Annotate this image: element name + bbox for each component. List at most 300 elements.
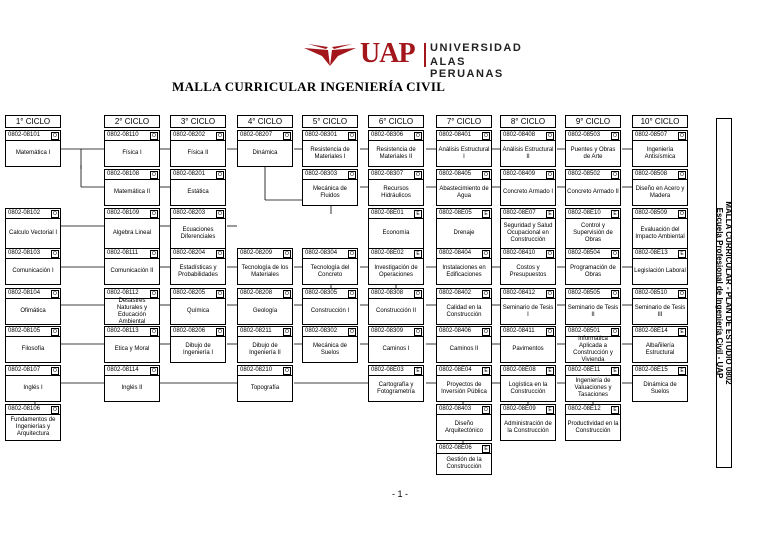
course-name: Cartografía y Fotogrametría — [377, 381, 415, 395]
course-card — [436, 248, 492, 285]
course-code — [633, 366, 687, 376]
course-code-text: 0802-08E15 — [635, 367, 668, 373]
course-card — [368, 130, 424, 167]
course-code — [238, 249, 292, 259]
course-code — [105, 170, 159, 180]
course-code-text: 0802-08207 — [240, 132, 273, 138]
course-type-tag: O — [150, 290, 158, 298]
course-code — [105, 249, 159, 259]
course-card — [565, 365, 621, 402]
course-code — [303, 131, 357, 141]
course-name: Drenaje — [453, 230, 475, 236]
course-code-text: 0802-08504 — [568, 250, 601, 256]
course-code-text: 0802-08E10 — [568, 210, 601, 216]
course-code — [566, 209, 620, 219]
course-code — [171, 249, 225, 259]
course-name: Fundamentos de Ingenierías y Arquitectura — [10, 417, 56, 437]
course-code — [437, 289, 491, 299]
course-type-tag: O — [216, 328, 224, 336]
course-code-text: 0802-08E14 — [635, 328, 668, 334]
course-card — [104, 169, 160, 206]
course-code-text: 0802-08E01 — [371, 210, 404, 216]
course-name: Análisis Estructural II — [502, 146, 554, 160]
course-card — [5, 248, 61, 285]
course-code-text: 0802-08302 — [305, 328, 338, 334]
course-type-tag: O — [51, 132, 59, 140]
course-card — [302, 288, 358, 325]
course-card — [302, 130, 358, 167]
course-code-text: 0802-08402 — [439, 290, 472, 296]
course-code — [105, 289, 159, 299]
course-type-tag: E — [546, 367, 554, 375]
course-code-text: 0802-08209 — [240, 250, 273, 256]
course-type-tag: E — [611, 210, 619, 218]
course-code-text: 0802-08305 — [305, 290, 338, 296]
course-card — [436, 130, 492, 167]
course-code — [369, 366, 423, 376]
course-name: Seminario de Tesis I — [502, 304, 554, 318]
course-code-text: 0802-08412 — [503, 290, 536, 296]
course-code — [238, 327, 292, 337]
course-code-text: 0802-08201 — [173, 171, 206, 177]
course-type-tag: O — [216, 171, 224, 179]
course-card — [500, 326, 556, 363]
cycle-header: 1° CICLO — [5, 115, 61, 128]
course-card — [302, 248, 358, 285]
course-card — [368, 169, 424, 206]
course-name: Informática Aplicada a Construcción y Vivienda — [573, 335, 613, 363]
course-type-tag: O — [216, 290, 224, 298]
course-code — [633, 131, 687, 141]
course-code — [437, 170, 491, 180]
course-code — [633, 327, 687, 337]
course-name: Química — [186, 308, 210, 314]
course-code — [437, 444, 491, 454]
course-name: Dinámica de Suelos — [643, 381, 677, 395]
course-card — [104, 208, 160, 249]
course-name: Seguridad y Salud Ocupacional en Construcción — [503, 223, 553, 243]
course-card — [565, 326, 621, 363]
course-code-text: 0802-08505 — [568, 290, 601, 296]
course-type-tag: O — [414, 132, 422, 140]
course-name: Programación de Obras — [570, 264, 616, 278]
course-card — [436, 365, 492, 402]
course-code-text: 0802-08202 — [173, 132, 206, 138]
course-card — [302, 326, 358, 363]
course-type-tag: E — [414, 250, 422, 258]
course-code — [437, 327, 491, 337]
course-card — [436, 208, 492, 249]
course-type-tag: O — [150, 210, 158, 218]
course-name: Ingeniería Antisísmica — [644, 146, 676, 160]
course-code-text: 0802-08501 — [568, 328, 601, 334]
side-title-line2: Escuela Profesional de Ingeniería Civil - UAP — [715, 207, 724, 379]
course-card — [500, 365, 556, 402]
course-type-tag: O — [348, 290, 356, 298]
course-name: Resistencia de Materiales I — [310, 146, 350, 160]
course-type-tag: O — [348, 250, 356, 258]
course-name: Estadísticas y Probabilidades — [178, 264, 218, 278]
course-type-tag: O — [482, 171, 490, 179]
course-code-text: 0802-08E12 — [568, 406, 601, 412]
course-type-tag: O — [414, 171, 422, 179]
course-type-tag: O — [678, 171, 686, 179]
course-type-tag: O — [482, 290, 490, 298]
course-name: Proyectos de Inversión Pública — [441, 381, 487, 395]
course-card — [5, 404, 61, 441]
course-type-tag: O — [348, 171, 356, 179]
course-code — [501, 405, 555, 415]
course-card — [565, 208, 621, 249]
course-name: Resistencia de Materiales II — [376, 146, 416, 160]
course-name: Construcción II — [375, 308, 417, 314]
course-name: Recursos Hidráulicos — [381, 185, 411, 199]
course-type-tag: O — [283, 250, 291, 258]
cycle-header: 6° CICLO — [368, 115, 424, 128]
cycle-header: 8° CICLO — [500, 115, 556, 128]
course-code — [105, 131, 159, 141]
course-type-tag: O — [678, 210, 686, 218]
course-name: Topografía — [250, 385, 280, 391]
course-code-text: 0802-08510 — [635, 290, 668, 296]
course-type-tag: O — [216, 250, 224, 258]
course-code-text: 0802-08E03 — [371, 367, 404, 373]
course-code — [171, 131, 225, 141]
course-card — [170, 169, 226, 206]
course-code — [303, 170, 357, 180]
course-type-tag: E — [482, 445, 490, 453]
course-card — [237, 288, 293, 325]
course-card — [5, 326, 61, 363]
course-code-text: 0802-08205 — [173, 290, 206, 296]
course-code-text: 0802-08111 — [107, 250, 139, 256]
course-code — [566, 327, 620, 337]
course-name: Administración de la Construcción — [504, 420, 552, 434]
course-type-tag: O — [546, 250, 554, 258]
course-type-tag: E — [546, 210, 554, 218]
course-type-tag: O — [51, 367, 59, 375]
course-card — [170, 326, 226, 363]
course-code-text: 0802-08101 — [8, 132, 41, 138]
course-code-text: 0802-08411 — [503, 328, 535, 334]
course-name: Comunicación I — [12, 268, 54, 274]
course-code — [501, 170, 555, 180]
course-code — [369, 249, 423, 259]
course-name: Tecnología del Concreto — [310, 264, 350, 278]
course-type-tag: O — [51, 290, 59, 298]
course-code-text: 0802-08110 — [107, 132, 139, 138]
course-code — [238, 289, 292, 299]
course-name: Ofimática — [20, 308, 46, 314]
course-card — [500, 130, 556, 167]
course-code-text: 0802-08406 — [439, 328, 472, 334]
course-card — [104, 130, 160, 167]
course-code — [369, 327, 423, 337]
course-card — [500, 208, 556, 249]
course-card — [170, 288, 226, 325]
course-code — [437, 131, 491, 141]
course-code — [566, 405, 620, 415]
course-card — [565, 248, 621, 285]
course-type-tag: E — [678, 328, 686, 336]
course-name: Ingeniería de Valuaciones y Tasaciones — [574, 378, 612, 398]
course-code-text: 0802-08E09 — [503, 406, 536, 412]
course-code-text: 0802-08405 — [439, 171, 472, 177]
course-card — [5, 130, 61, 167]
course-type-tag: E — [414, 210, 422, 218]
course-code — [437, 405, 491, 415]
course-type-tag: O — [482, 250, 490, 258]
course-code — [369, 209, 423, 219]
cycle-header: 3° CICLO — [170, 115, 226, 128]
course-type-tag: O — [611, 171, 619, 179]
course-type-tag: O — [283, 290, 291, 298]
course-type-tag: O — [283, 367, 291, 375]
cycle-header: 4° CICLO — [237, 115, 293, 128]
course-code-text: 0802-08507 — [635, 132, 668, 138]
course-name: Filosofía — [21, 346, 45, 352]
course-card — [104, 288, 160, 325]
course-card — [237, 248, 293, 285]
course-name: Dibujo de Ingeniería I — [182, 342, 214, 356]
course-card — [632, 365, 688, 402]
course-name: Diseño en Acero y Madera — [635, 185, 685, 199]
course-name: Concreto Armado II — [567, 189, 619, 195]
course-name: Costos y Presupuestos — [509, 264, 547, 278]
course-card — [170, 130, 226, 167]
course-name: Mecánica de Fluidos — [312, 185, 348, 199]
course-type-tag: E — [678, 367, 686, 375]
course-card — [170, 248, 226, 285]
course-code — [369, 131, 423, 141]
course-code — [171, 170, 225, 180]
course-code-text: 0802-08114 — [107, 367, 139, 373]
course-type-tag: O — [348, 132, 356, 140]
course-name: Caminos II — [449, 346, 479, 352]
course-type-tag: O — [482, 406, 490, 414]
course-card — [368, 326, 424, 363]
course-code — [501, 131, 555, 141]
course-code — [566, 289, 620, 299]
course-card — [500, 288, 556, 325]
course-code-text: 0802-08E06 — [439, 445, 472, 451]
course-name: Calculo Vectorial I — [8, 230, 58, 236]
course-code-text: 0802-08210 — [240, 367, 273, 373]
course-code-text: 0802-08203 — [173, 210, 206, 216]
course-code — [6, 289, 60, 299]
course-card — [170, 208, 226, 249]
course-code-text: 0802-08509 — [635, 210, 668, 216]
course-card — [436, 404, 492, 441]
course-code-text: 0802-08502 — [568, 171, 601, 177]
side-title-box — [716, 118, 732, 468]
course-code — [566, 249, 620, 259]
course-code-text: 0802-08E11 — [568, 367, 601, 373]
course-card — [104, 365, 160, 402]
course-card — [104, 248, 160, 285]
cycle-header: 5° CICLO — [302, 115, 358, 128]
course-code — [501, 209, 555, 219]
course-code-text: 0802-08403 — [439, 406, 472, 412]
course-name: Inglés II — [121, 385, 143, 391]
course-code-text: 0802-08113 — [107, 328, 139, 334]
course-code — [501, 289, 555, 299]
course-type-tag: O — [546, 132, 554, 140]
course-card — [500, 169, 556, 206]
course-code-text: 0802-08306 — [371, 132, 404, 138]
course-type-tag: E — [611, 367, 619, 375]
course-type-tag: O — [414, 328, 422, 336]
course-card — [565, 169, 621, 206]
course-name: Ecuaciones Diferenciales — [180, 226, 216, 240]
course-code-text: 0802-08E04 — [439, 367, 472, 373]
course-code-text: 0802-08E08 — [503, 367, 536, 373]
course-name: Matemática II — [113, 189, 150, 195]
cycle-header: 2° CICLO — [104, 115, 160, 128]
course-type-tag: O — [150, 328, 158, 336]
course-code-text: 0802-08104 — [8, 290, 41, 296]
course-card — [104, 326, 160, 363]
logo-name-line2: ALAS PERUANAS — [430, 56, 504, 80]
course-name: Gestión de la Construcción — [446, 457, 482, 470]
course-name: Matemática I — [15, 150, 51, 156]
course-code-text: 0802-08404 — [439, 250, 472, 256]
course-card — [632, 326, 688, 363]
course-card — [436, 326, 492, 363]
course-type-tag: O — [216, 210, 224, 218]
course-code-text: 0802-08E02 — [371, 250, 404, 256]
course-card — [5, 288, 61, 325]
side-title-line1: MALLA CURRICULAR - PLAN DE ESTUDIO 0802 — [724, 201, 733, 385]
course-code — [369, 170, 423, 180]
page-title: MALLA CURRICULAR INGENIERÍA CIVIL — [172, 79, 446, 94]
course-type-tag: O — [150, 250, 158, 258]
course-code-text: 0802-08107 — [8, 367, 41, 373]
course-name: Geología — [252, 308, 278, 314]
course-code — [501, 249, 555, 259]
course-code-text: 0802-08211 — [240, 328, 272, 334]
course-name: Productividad en la Construcción — [567, 420, 619, 434]
course-name: Logística en la Construcción — [508, 381, 548, 395]
course-type-tag: E — [546, 406, 554, 414]
course-card — [237, 365, 293, 402]
course-card — [565, 404, 621, 441]
course-code-text: 0802-08108 — [107, 171, 140, 177]
course-type-tag: O — [150, 171, 158, 179]
course-code-text: 0802-08105 — [8, 328, 41, 334]
course-card — [565, 288, 621, 325]
course-code — [6, 249, 60, 259]
course-code-text: 0802-08E05 — [439, 210, 472, 216]
logo-acronym: UAP — [360, 38, 415, 69]
course-name: Seminario de Tesis II — [567, 304, 619, 318]
course-code — [369, 289, 423, 299]
course-code — [238, 131, 292, 141]
course-name: Legislación Laboral — [634, 268, 686, 274]
course-code — [6, 209, 60, 219]
course-name: Dibujo de Ingeniería II — [249, 342, 281, 356]
course-code — [633, 289, 687, 299]
course-code — [303, 327, 357, 337]
course-card — [237, 326, 293, 363]
course-code — [105, 366, 159, 376]
course-code-text: 0802-08206 — [173, 328, 206, 334]
course-code-text: 0802-08401 — [439, 132, 472, 138]
course-name: Desastres Naturales y Educación Ambiental — [116, 297, 148, 325]
course-type-tag: E — [482, 367, 490, 375]
course-code-text: 0802-08109 — [107, 210, 140, 216]
course-type-tag: O — [482, 328, 490, 336]
course-type-tag: E — [482, 210, 490, 218]
course-name: Dinámica — [252, 150, 278, 156]
cycle-header: 10° CICLO — [632, 115, 688, 128]
course-card — [436, 169, 492, 206]
course-code-text: 0802-08409 — [503, 171, 536, 177]
course-card — [5, 365, 61, 402]
course-code-text: 0802-08410 — [503, 250, 536, 256]
course-card — [436, 288, 492, 325]
course-code — [6, 327, 60, 337]
course-name: Física I — [122, 150, 142, 156]
course-code — [6, 131, 60, 141]
course-name: Albañilería Estructural — [645, 342, 675, 356]
course-name: Abastecimiento de Agua — [439, 185, 489, 199]
course-type-tag: O — [611, 328, 619, 336]
course-name: Tecnología de los Materiales — [241, 264, 289, 278]
course-name: Calidad en la Construcción — [446, 304, 482, 318]
course-type-tag: O — [150, 132, 158, 140]
course-code-text: 0802-08112 — [107, 290, 139, 296]
course-card — [565, 130, 621, 167]
course-type-tag: O — [611, 250, 619, 258]
course-code — [303, 249, 357, 259]
course-code — [501, 366, 555, 376]
course-code — [501, 327, 555, 337]
course-card — [632, 288, 688, 325]
course-code-text: 0802-08E13 — [635, 250, 668, 256]
course-code-text: 0802-08304 — [305, 250, 338, 256]
course-type-tag: O — [348, 328, 356, 336]
course-name: Comunicación II — [110, 268, 154, 274]
course-code — [238, 366, 292, 376]
course-card — [237, 130, 293, 167]
page-number: - 1 - — [392, 489, 409, 499]
course-code-text: 0802-08102 — [8, 210, 41, 216]
course-code — [566, 366, 620, 376]
course-type-tag: O — [546, 171, 554, 179]
course-name: Concreto Armado I — [502, 189, 554, 195]
course-card — [632, 130, 688, 167]
course-code — [303, 289, 357, 299]
course-code-text: 0802-08E07 — [503, 210, 536, 216]
course-code — [6, 405, 60, 415]
course-card — [302, 169, 358, 206]
course-type-tag: O — [51, 328, 59, 336]
course-card — [368, 208, 424, 249]
course-code — [437, 249, 491, 259]
course-code — [437, 366, 491, 376]
course-type-tag: O — [216, 132, 224, 140]
course-type-tag: O — [283, 328, 291, 336]
course-code-text: 0802-08503 — [568, 132, 601, 138]
course-code — [437, 209, 491, 219]
course-code — [105, 209, 159, 219]
course-code-text: 0802-08308 — [371, 290, 404, 296]
course-name: Caminos I — [382, 346, 410, 352]
course-name: Etica y Moral — [114, 346, 150, 352]
course-card — [500, 248, 556, 285]
course-code-text: 0802-08508 — [635, 171, 668, 177]
